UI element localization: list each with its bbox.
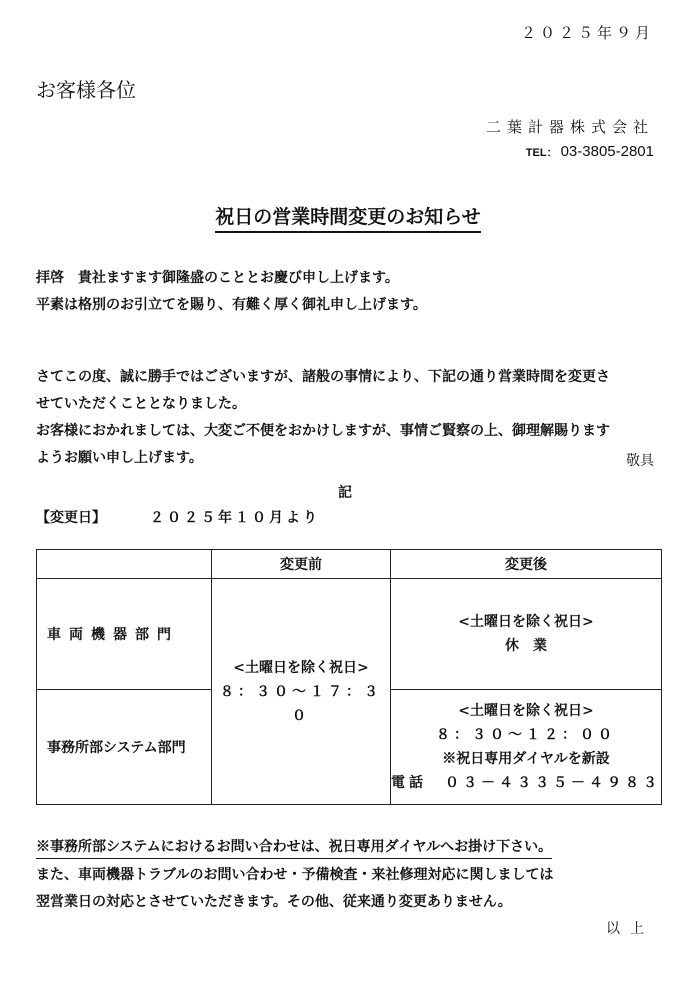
footer-paragraph bbox=[36, 862, 553, 916]
footer-line: また、車両機器トラブルのお問い合わせ・予備検査・来社修理対応に関しましては bbox=[36, 867, 554, 883]
department-vehicle: 車両機器部門 bbox=[37, 579, 212, 690]
notice-line: お客様におかれましては、大変ご不便をおかけしますが、事情ご賢察の上、御理解賜ります bbox=[36, 423, 610, 439]
before-hours-cell bbox=[212, 579, 391, 805]
closing-ijou: 以上 bbox=[606, 921, 654, 937]
tel-number: 03-3805-2801 bbox=[560, 143, 654, 160]
after-vehicle-cell bbox=[391, 579, 662, 690]
company-name: 二葉計器株式会社 bbox=[485, 118, 654, 136]
after-office-cell bbox=[391, 690, 662, 805]
closing-keigu: 敬具 bbox=[626, 453, 654, 469]
addressee: お客様各位 bbox=[36, 78, 136, 102]
notice-line: さてこの度、誠に勝手ではございますが、諸般の事情により、下記の通り営業時間を変更さ bbox=[36, 369, 610, 385]
notice-line: せていただくこととなりました。 bbox=[36, 396, 246, 412]
header-before: 変更前 bbox=[212, 550, 391, 579]
after-condition: <土曜日を除く祝日> bbox=[458, 614, 594, 630]
after-status: 休 業 bbox=[505, 638, 547, 654]
document-title bbox=[0, 202, 696, 229]
document-title-text: 祝日の営業時間変更のお知らせ bbox=[215, 206, 480, 233]
department-office-system: 事務所部システム部門 bbox=[37, 690, 212, 805]
document-date: ２０２５年９月 bbox=[520, 24, 654, 42]
holiday-dial-phone: 電話 ０３－４３３５－４９８３ bbox=[391, 775, 661, 791]
before-condition: <土曜日を除く祝日> bbox=[233, 659, 369, 676]
greeting-paragraph bbox=[36, 265, 427, 319]
notice-line: ようお願い申し上げます。 bbox=[36, 450, 203, 466]
greeting-line: 拝啓 貴社ますます御隆盛のこととお慶び申し上げます。 bbox=[36, 270, 399, 286]
footer-line: 翌営業日の対応とさせていただきます。その他、従来通り変更ありません。 bbox=[36, 894, 512, 910]
company-tel bbox=[526, 143, 654, 160]
after-condition: <土曜日を除く祝日> bbox=[458, 703, 594, 719]
change-date bbox=[36, 507, 320, 527]
change-date-value: ２０２５年１０月より bbox=[150, 510, 320, 526]
header-after: 変更後 bbox=[391, 550, 662, 579]
table-row bbox=[37, 579, 662, 690]
tel-label: TEL： bbox=[525, 147, 558, 159]
header-empty bbox=[37, 550, 212, 579]
table-header-row bbox=[37, 550, 662, 579]
underlined-note: ※事務所部システムにおけるお問い合わせは、祝日専用ダイヤルへお掛け下さい。 bbox=[36, 836, 552, 859]
holiday-dial-note: ※祝日専用ダイヤルを新設 bbox=[442, 751, 610, 767]
notice-paragraph bbox=[36, 364, 610, 472]
change-date-label: 【変更日】 bbox=[36, 510, 106, 526]
after-hours: ８：３０～１２：００ bbox=[436, 727, 616, 743]
before-hours: ８：３０～１７：３０ bbox=[220, 683, 382, 724]
ki-heading: 記 bbox=[338, 485, 352, 501]
schedule-table bbox=[36, 549, 662, 805]
greeting-line: 平素は格別のお引立てを賜り、有難く厚く御礼申し上げます。 bbox=[36, 297, 427, 313]
